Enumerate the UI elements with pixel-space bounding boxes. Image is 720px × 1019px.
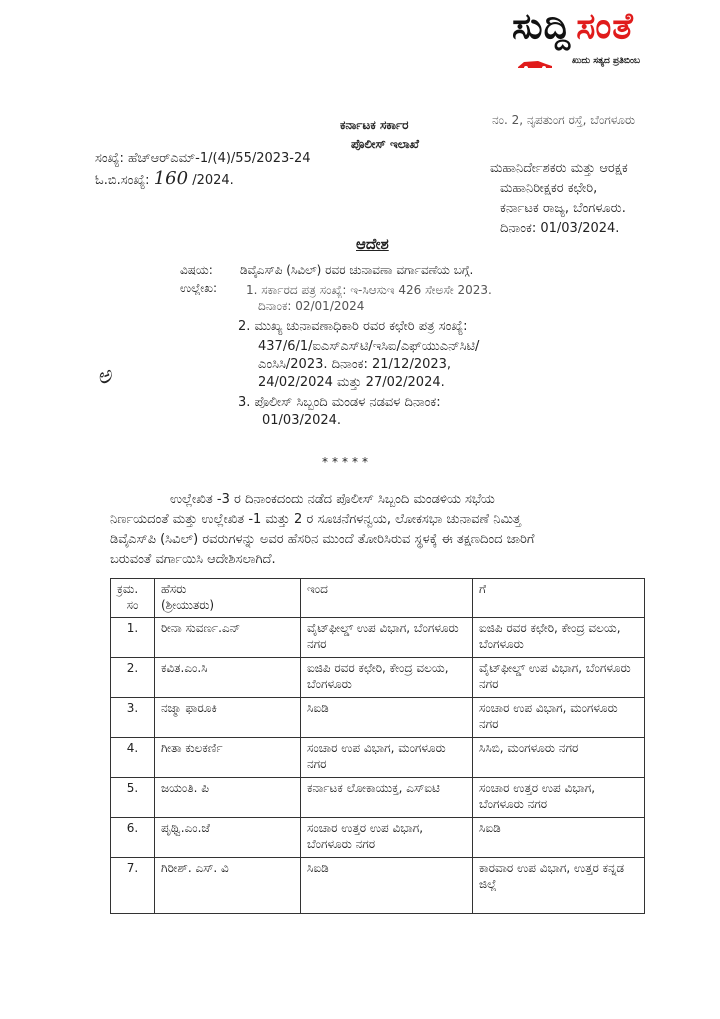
row-serial: 3. (111, 698, 155, 738)
row-serial: 7. (111, 858, 155, 914)
row-name: ನಜ್ಮಾ ಫಾರೂಕಿ (155, 698, 301, 738)
order-body (110, 490, 670, 570)
brand-logo (512, 6, 634, 48)
row-from: ಸಿಐಡಿ (301, 698, 473, 738)
row-name: ಗಿರೀಶ್. ಎಸ್. ವಿ (155, 858, 301, 914)
office-line-1: ಮಹಾನಿರ್ದೇಶಕರು ಮತ್ತು ಆರಕ್ಷಕ (490, 161, 628, 176)
header-name (155, 579, 301, 618)
ob-number-label: ಓ.ಬಿ.ಸಂಖ್ಯೆ: (95, 173, 150, 188)
row-from: ಐಜಿಪಿ ರವರ ಕಛೇರಿ, ಕೇಂದ್ರ ವಲಯ, ಬೆಂಗಳೂರು (301, 658, 473, 698)
row-serial: 2. (111, 658, 155, 698)
order-body-line-4: ಬರುವಂತೆ ವರ್ಗಾಯಿಸಿ ಆದೇಶಿಸಲಾಗಿದೆ. (110, 552, 276, 567)
header-from: ಇಂದ (301, 579, 473, 618)
brand-name-part2: ಸಂತೆ (576, 6, 634, 47)
reference-2-line-2: 437/6/1/ಐಎಸ್‌ಎಸ್‌ಟಿ/ಇಸಿಐ/ಎಫ್‌ಯುಎನ್‌ಸಿಟಿ/ (258, 339, 480, 354)
header-serial-line-2: ಸಂ (126, 598, 139, 612)
ob-number-value: 160 (153, 168, 189, 189)
row-name: ಗೀತಾ ಕುಲಕರ್ಣಿ (155, 738, 301, 778)
reference-3-line-1: 3. ಪೊಲೀಸ್ ಸಿಬ್ಬಂದಿ ಮಂಡಳ ನಡವಳ ದಿನಾಂಕ: (238, 395, 441, 410)
row-from: ಸಂಚಾರ ಉತ್ತರ ಉಪ ವಿಭಾಗ, ಬೆಂಗಳೂರು ನಗರ (301, 818, 473, 858)
header-serial (111, 579, 155, 618)
row-to: ಸಿಸಿಬಿ, ಮಂಗಳೂರು ನಗರ (473, 738, 645, 778)
table-row (111, 738, 645, 778)
header-serial-line-1: ಕ್ರಮ. (117, 582, 139, 596)
order-body-line-3: ಡಿವೈಎಸ್‌ಪಿ (ಸಿವಿಲ್) ರವರುಗಳನ್ನು ಅವರ ಹೆಸರಿನ ಮುಂದೆ ತೋರಿಸಿರುವ ಸ್ಥಳಕ್ಕೆ ಈ ತಕ್ಷಣದಿಂದ ಜಾರಿಗೆ (110, 532, 535, 547)
car-icon (516, 58, 554, 70)
row-from: ಕರ್ನಾಟಕ ಲೋಕಾಯುಕ್ತ, ಎಸ್‌ಐಟಿ (301, 778, 473, 818)
row-from: ಸಿಐಡಿ (301, 858, 473, 914)
row-name: ಕವಿತ.ಎಂ.ಸಿ (155, 658, 301, 698)
ob-number-year: /2024. (192, 173, 234, 188)
table-row (111, 858, 645, 914)
row-name: ರೀನಾ ಸುವರ್ಣ.ಎನ್ (155, 618, 301, 658)
order-date-value: 01/03/2024. (540, 221, 620, 236)
row-to: ಕಾರವಾರ ಉಪ ವಿಭಾಗ, ಉತ್ತರ ಕನ್ನಡ ಜಿಲ್ಲೆ (473, 858, 645, 914)
row-to: ವೈಟ್‌ಫೀಲ್ಡ್ ಉಪ ವಿಭಾಗ, ಬೆಂಗಳೂರು ನಗರ (473, 658, 645, 698)
references-label: ಉಲ್ಲೇಖ: (180, 281, 218, 295)
government-name: ಕರ್ನಾಟಕ ಸರ್ಕಾರ (340, 118, 409, 132)
department-name: ಪೊಲೀಸ್ ಇಲಾಖೆ (351, 137, 419, 151)
row-serial: 6. (111, 818, 155, 858)
row-name: ಪೃಥ್ವಿ.ಎಂ.ಜೆ (155, 818, 301, 858)
row-serial: 4. (111, 738, 155, 778)
table-row (111, 658, 645, 698)
row-serial: 1. (111, 618, 155, 658)
order-date (500, 220, 619, 238)
header-to: ಗೆ (473, 579, 645, 618)
brand-tagline: ಖುದು ಸತ್ಯದ ಪ್ರತಿಬಿಂಬ (572, 56, 641, 66)
table-header-row (111, 579, 645, 618)
ob-number (95, 170, 234, 190)
reference-3-line-2: 01/03/2024. (262, 413, 342, 428)
table-row (111, 778, 645, 818)
table-row (111, 698, 645, 738)
row-to: ಸಿಐಡಿ (473, 818, 645, 858)
transfer-table (110, 578, 645, 914)
office-line-3: ಕರ್ನಾಟಕ ರಾಜ್ಯ, ಬೆಂಗಳೂರು. (500, 201, 626, 216)
order-title: ಆದೇಶ (356, 235, 389, 253)
office-line-2: ಮಹಾನಿರೀಕ್ಷಕರ ಕಛೇರಿ, (500, 181, 598, 196)
subject-text: ಡಿವೈಎಸ್‌ಪಿ (ಸಿವಿಲ್) ರವರ ಚುನಾವಣಾ ವರ್ಗಾವಣೆಯ ಬಗ್ಗೆ. (240, 263, 474, 277)
reference-1-line-2: ದಿನಾಂಕ: 02/01/2024 (258, 299, 365, 313)
separator-stars: ***** (322, 455, 372, 469)
table-row (111, 618, 645, 658)
order-body-line-2: ನಿರ್ಣಯದಂತೆ ಮತ್ತು ಉಲ್ಲೇಖಿತ -1 ಮತ್ತು 2 ರ ಸೂಚನೆಗಳನ್ವಯ, ಲೋಕಸಭಾ ಚುನಾವಣೆ ನಿಮಿತ್ತ (110, 512, 521, 527)
row-to: ಐಜಿಪಿ ರವರ ಕಛೇರಿ, ಕೇಂದ್ರ ವಲಯ, ಬೆಂಗಳೂರು (473, 618, 645, 658)
table-row (111, 818, 645, 858)
reference-2-line-4: 24/02/2024 ಮತ್ತು 27/02/2024. (258, 375, 445, 390)
row-serial: 5. (111, 778, 155, 818)
handwritten-initial: ಅ (93, 362, 116, 391)
reference-1-line-1: 1. ಸರ್ಕಾರದ ಪತ್ರ ಸಂಖ್ಯೆ: ಇ-ಸಿಆಸುಇ 426 ಸೇಅಸೇ 2023. (246, 283, 492, 297)
row-from: ವೈಟ್‌ಫೀಲ್ಡ್ ಉಪ ವಿಭಾಗ, ಬೆಂಗಳೂರು ನಗರ (301, 618, 473, 658)
order-body-line-1: ಉಲ್ಲೇಖಿತ -3 ರ ದಿನಾಂಕದಂದು ನಡೆದ ಪೊಲೀಸ್ ಸಿಬ್ಬಂದಿ ಮಂಡಳಿಯ ಸಭೆಯ (170, 492, 495, 507)
row-to: ಸಂಚಾರ ಉಪ ವಿಭಾಗ, ಮಂಗಳೂರು ನಗರ (473, 698, 645, 738)
reference-2-line-1: 2. ಮುಖ್ಯ ಚುನಾವಣಾಧಿಕಾರಿ ರವರ ಕಛೇರಿ ಪತ್ರ ಸಂಖ್ಯೆ: (238, 319, 468, 334)
reference-2-line-3: ಎಂಸಿಸಿ/2023. ದಿನಾಂಕ: 21/12/2023, (258, 357, 452, 372)
address-top: ನಂ. 2, ನೃಪತುಂಗ ರಸ್ತೆ, ಬೆಂಗಳೂರು (492, 113, 636, 127)
row-to: ಸಂಚಾರ ಉತ್ತರ ಉಪ ವಿಭಾಗ, ಬೆಂಗಳೂರು ನಗರ (473, 778, 645, 818)
subject-label: ವಿಷಯ: (180, 263, 213, 277)
row-name: ಜಯಂತಿ. ಪಿ (155, 778, 301, 818)
reference-number: ಸಂಖ್ಯೆ: ಹೆಚ್‌ಆರ್‌ಎಮ್-1/(4)/55/2023-24 (95, 151, 311, 166)
order-date-label: ದಿನಾಂಕ: (500, 221, 537, 236)
header-name-line-1: ಹೆಸರು (161, 582, 187, 596)
header-name-line-2: (ಶ್ರೀಯುತರು) (161, 598, 215, 612)
row-from: ಸಂಚಾರ ಉಪ ವಿಭಾಗ, ಮಂಗಳೂರು ನಗರ (301, 738, 473, 778)
brand-name-part1: ಸುದ್ದಿ (512, 6, 572, 47)
